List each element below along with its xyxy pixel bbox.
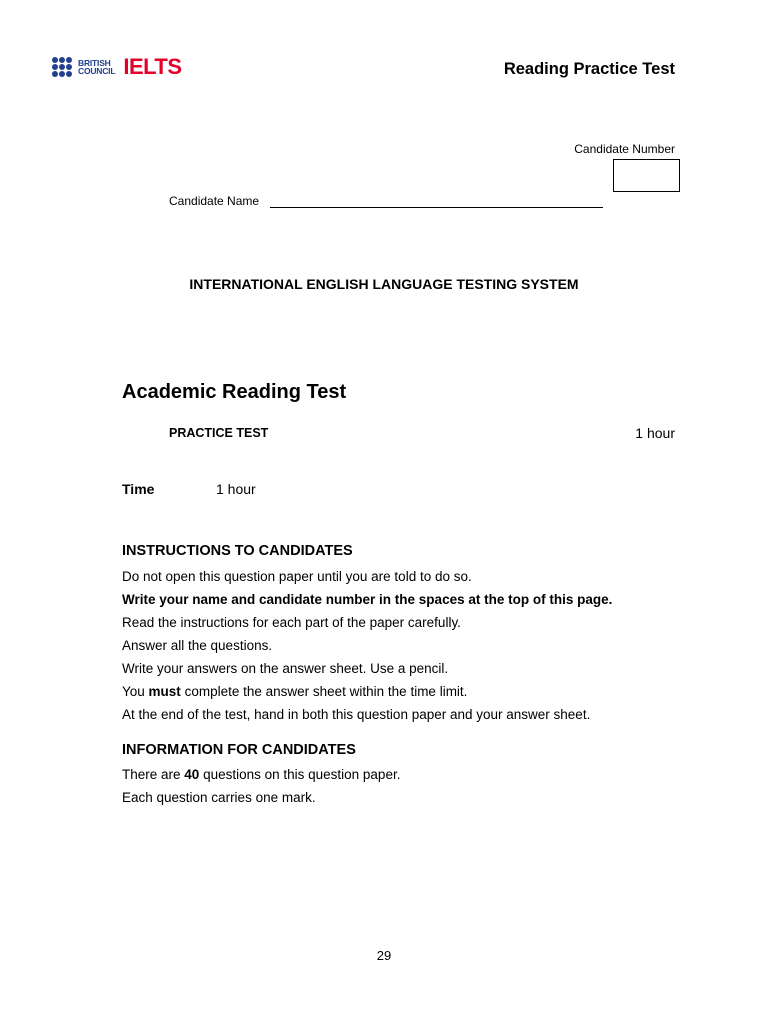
information-line: Each question carries one mark. xyxy=(122,790,316,805)
candidate-name-line xyxy=(270,207,603,208)
instruction-line: Answer all the questions. xyxy=(122,638,273,653)
information-line: There are 40 questions on this question paper. xyxy=(122,767,401,782)
instruction-line: Do not open this question paper until you are told to do so. xyxy=(122,569,472,584)
candidate-name-label: Candidate Name xyxy=(169,194,260,208)
candidate-number-box xyxy=(613,159,680,192)
candidate-number-label: Candidate Number xyxy=(574,142,675,156)
time-value: 1 hour xyxy=(216,481,256,497)
instruction-line: Write your answers on the answer sheet. Use a pencil. xyxy=(122,661,449,676)
instruction-line: You must complete the answer sheet within the time limit. xyxy=(122,684,468,699)
british-council-wordmark: BRITISH COUNCIL xyxy=(78,57,116,76)
instruction-line: At the end of the test, hand in both this question paper and your answer sheet. xyxy=(122,707,591,722)
british-council-ielts-logo xyxy=(52,55,182,79)
instruction-line: Write your name and candidate number in the spaces at the top of this page. xyxy=(122,592,613,607)
practice-test-label: PRACTICE TEST xyxy=(169,426,269,440)
ielts-wordmark: IELTS xyxy=(123,54,182,79)
time-label: Time xyxy=(122,481,155,497)
system-title: INTERNATIONAL ENGLISH LANGUAGE TESTING SYSTEM xyxy=(189,276,579,292)
exam-title: Academic Reading Test xyxy=(122,381,347,403)
page-header-title: Reading Practice Test xyxy=(503,60,675,78)
instructions-heading: INSTRUCTIONS TO CANDIDATES xyxy=(122,543,353,559)
british-council-dots-icon xyxy=(52,57,74,77)
page-number: 29 xyxy=(376,948,392,963)
instruction-line: Read the instructions for each part of the paper carefully. xyxy=(122,615,461,630)
information-heading: INFORMATION FOR CANDIDATES xyxy=(122,742,356,758)
practice-test-time: 1 hour xyxy=(635,425,675,441)
